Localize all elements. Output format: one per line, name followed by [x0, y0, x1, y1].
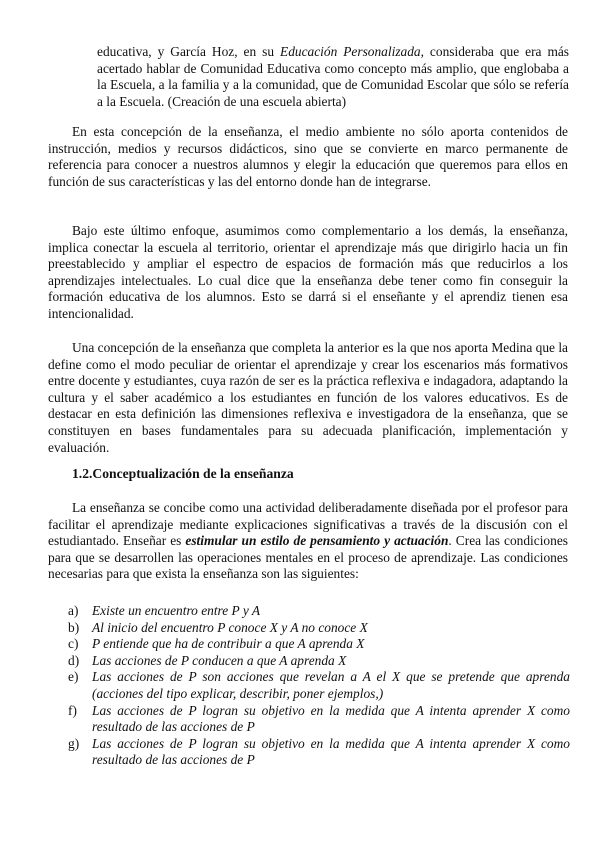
- list-item-text: Las acciones de P logran su objetivo en la medida que A intenta aprender X como resultado de las acciones de P: [92, 702, 570, 735]
- quote-text-start: educativa, y García Hoz, en su: [97, 44, 281, 59]
- list-item: [48, 736, 570, 769]
- list-marker: d): [68, 652, 80, 668]
- list-item: [48, 703, 570, 736]
- intro-text-start: La enseñanza se concibe como una actividad deliberadamente diseñada por el profesor para facilitar el aprendizaje mediante explicaciones significativas a través de la discusión con el estudiantado. Enseñar es: [48, 500, 568, 549]
- list-item-text: Al inicio del encuentro P conoce X y A no conoce X: [92, 619, 368, 635]
- list-item: [48, 669, 570, 702]
- list-marker: e): [68, 669, 79, 685]
- intro-emphasis: estimular un estilo de pensamiento y actuación: [185, 533, 449, 549]
- paragraph-environment: En esta concepción de la enseñanza, el medio ambiente no sólo aporta contenidos de instrucción, medios y recursos didácticos, sino que se convierte en marco permanente de referencia para conocer a nuestros alumnos y elegir la educación que queremos para ellos en función de sus características y las del entorno donde han de integrarse.: [48, 124, 568, 189]
- list-marker: a): [68, 603, 79, 618]
- list-item: [48, 603, 570, 620]
- list-item-text: P entiende que ha de contribuir a que A aprenda X: [92, 636, 365, 652]
- list-marker: g): [68, 735, 80, 751]
- list-item-text: Las acciones de P son acciones que revelan a A el X que se pretende que aprenda (acciones del tipo explicar, describir, poner ejemplos,): [92, 669, 570, 701]
- list-item: [48, 636, 570, 653]
- list-item-text: Existe un encuentro entre P y A: [92, 603, 261, 618]
- book-title: Educación Personalizada: [280, 44, 421, 59]
- list-item-text: Las acciones de P logran su objetivo en la medida que A intenta aprender X como resultado de las acciones de P: [92, 735, 570, 768]
- quote-text-end: , consideraba que era más acertado hablar de Comunidad Educativa como concepto más amplio, que englobaba a la Escuela, a la familia y a la comunidad, que de Comunidad Escolar que sólo se refería a la Escuela. (Creación de una escuela abierta): [97, 44, 570, 109]
- paragraph-intro: [48, 500, 568, 583]
- list-marker: b): [68, 619, 80, 635]
- paragraph-approach: Bajo este último enfoque, asumimos como complementario a los demás, la enseñanza, implica conectar la escuela al territorio, orientar el aprendizaje más que dirigirlo hacia un fin preestablecido y ampliar el espectro de espacios de formación más que reducirlos a los aprendizajes intelectuales. Lo cual dice que la enseñanza debe tener como fin conseguir la formación educativa de los alumnos. Esto se darrá si el enseñante y el aprendiz tienen esa intencionalidad.: [48, 223, 568, 321]
- list-marker: c): [68, 636, 79, 652]
- paragraph-medina: Una concepción de la enseñanza que completa la anterior es la que nos aporta Medina que la define como el modo peculiar de orientar el aprendizaje y crear los escenarios más formativos entre docente y estudiantes, cuya razón de ser es la práctica reflexiva e indagadora, adaptando la cultura y el saber académico a los estudiantes en función de los valores educativos. Es de destacar en esta definición las dimensiones reflexiva e investigadora de la enseñanza, que se constituyen en bases fundamentales para su adecuada planificación, implementación y evaluación.: [48, 340, 568, 455]
- intro-text-end: . Crea las condiciones para que se desarrollen las operaciones mentales en el proceso de aprendizaje. Las condiciones necesarias para que exista la enseñanza son las siguientes:: [48, 533, 568, 582]
- list-item-text: Las acciones de P conducen a que A aprenda X: [92, 652, 347, 668]
- section-heading: 1.2.Conceptualización de la enseñanza: [72, 466, 294, 481]
- list-item: [48, 620, 570, 637]
- list-item: [48, 653, 570, 670]
- conditions-list: [48, 603, 570, 769]
- quote-block: [97, 44, 569, 110]
- list-marker: f): [68, 702, 77, 718]
